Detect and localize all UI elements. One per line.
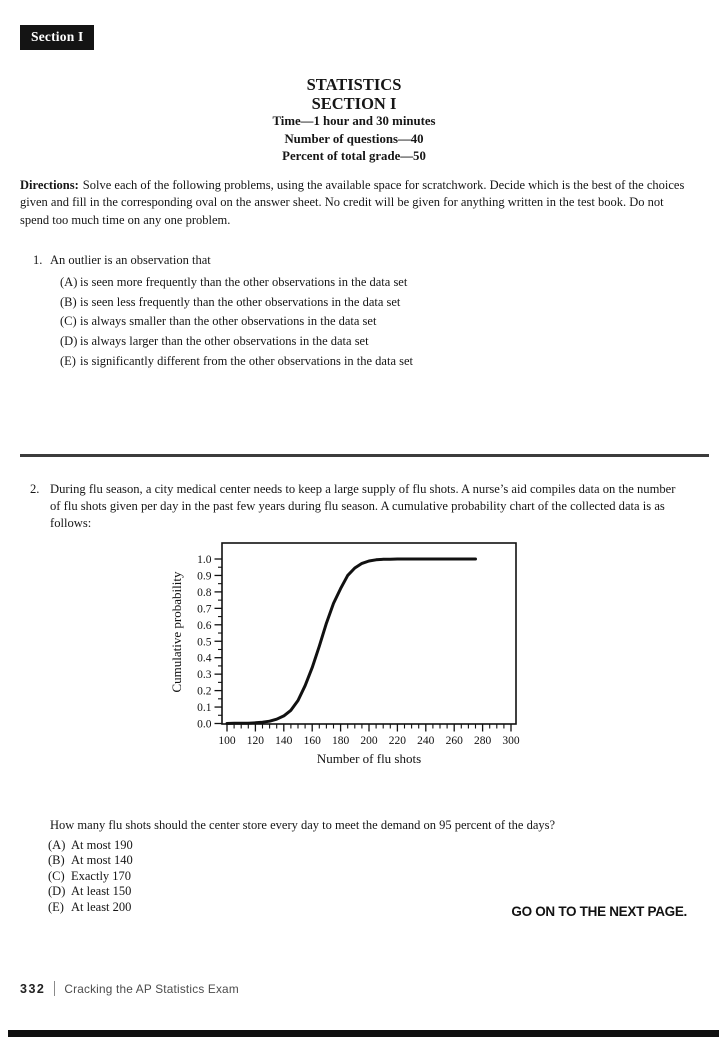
choice-label: (B) <box>60 294 77 309</box>
choice-text: is seen less frequently than the other observations in the data set <box>80 294 401 309</box>
question-2-choice-c <box>0 869 500 884</box>
question-1-choices <box>0 273 728 371</box>
svg-text:180: 180 <box>331 735 350 747</box>
question-1 <box>0 252 728 371</box>
svg-text:0.5: 0.5 <box>197 636 212 649</box>
question-1-text: An outlier is an observation that <box>50 253 211 267</box>
question-1-stem <box>0 252 728 269</box>
exam-time-line: Time—1 hour and 30 minutes <box>272 114 436 128</box>
flu-chart-svg <box>163 540 533 780</box>
svg-text:220: 220 <box>388 735 407 747</box>
choice-label: (C) <box>60 314 77 329</box>
svg-text:300: 300 <box>502 735 520 747</box>
choice-text: Exactly 170 <box>71 868 132 883</box>
svg-text:0.0: 0.0 <box>197 718 212 731</box>
exam-title: STATISTICS <box>306 75 402 94</box>
choice-label: (B) <box>48 853 65 868</box>
question-2-line-3: follows: <box>50 516 92 531</box>
choice-text: At most 140 <box>71 853 133 868</box>
svg-text:0.7: 0.7 <box>197 603 212 616</box>
exam-section-title: SECTION I <box>311 93 397 113</box>
choice-label: (D) <box>48 884 66 899</box>
question-1-choice-a <box>0 273 728 293</box>
horizontal-divider <box>20 454 709 457</box>
svg-text:0.2: 0.2 <box>197 685 212 698</box>
svg-text:100: 100 <box>218 735 236 747</box>
question-1-number: 1. <box>33 253 43 267</box>
choice-text: At least 200 <box>71 899 132 914</box>
question-2-line-2: of flu shots given per day in the past few years during flu season. A cumulative probability chart of the collected data is as <box>50 499 665 514</box>
directions-label: Directions: <box>20 178 79 192</box>
svg-text:0.1: 0.1 <box>197 702 212 715</box>
question-2-choice-e <box>0 900 500 915</box>
question-1-choice-e <box>0 352 728 372</box>
bottom-rule <box>8 1030 719 1037</box>
svg-text:240: 240 <box>417 735 435 747</box>
directions-paragraph <box>20 177 720 229</box>
chart-x-axis-label: Number of flu shots <box>316 751 422 766</box>
choice-text: is always smaller than the other observations in the data set <box>80 314 377 329</box>
choice-text: is always larger than the other observations in the data set <box>80 334 369 349</box>
choice-label: (C) <box>48 868 65 883</box>
svg-text:0.3: 0.3 <box>197 669 212 682</box>
exam-header <box>20 76 688 166</box>
plot-frame <box>222 543 516 724</box>
svg-text:0.6: 0.6 <box>197 619 212 632</box>
svg-text:160: 160 <box>303 735 321 747</box>
question-2-choices <box>0 838 500 915</box>
directions-line-1 <box>20 177 720 194</box>
exam-question-count-line: Number of questions—40 <box>284 131 424 146</box>
question-2-followup: How many flu shots should the center store every day to meet the demand on 95 percent of the days? <box>50 818 556 832</box>
svg-text:200: 200 <box>360 735 378 747</box>
footer-page-number: 332 <box>20 982 46 996</box>
question-2-number: 2. <box>30 482 40 496</box>
choice-label: (E) <box>48 899 64 914</box>
flu-chart <box>163 540 533 780</box>
x-axis-ticks <box>218 724 520 747</box>
choice-text: is significantly different from the other observations in the data set <box>80 353 414 368</box>
y-axis-ticks <box>197 554 222 731</box>
svg-text:140: 140 <box>275 735 293 747</box>
svg-text:0.8: 0.8 <box>197 586 212 599</box>
svg-text:280: 280 <box>473 735 492 747</box>
question-2-choice-d <box>0 884 500 899</box>
svg-text:1.0: 1.0 <box>197 554 212 566</box>
choice-label: (E) <box>60 353 76 368</box>
section-badge: Section I <box>20 25 94 50</box>
choice-label: (A) <box>48 838 66 852</box>
svg-text:0.9: 0.9 <box>197 570 212 583</box>
chart-y-axis-label: Cumulative probability <box>169 571 184 693</box>
question-1-choice-b <box>0 293 728 313</box>
footer-book-title: Cracking the AP Statistics Exam <box>64 982 239 996</box>
directions-line-3: spend too much time on any one problem. <box>20 212 231 227</box>
question-2-choice-a <box>0 838 500 853</box>
question-2-line-1: During flu season, a city medical center needs to keep a large supply of flu shots. A nurse’s aid compiles data on the number <box>50 482 676 496</box>
question-2 <box>0 481 728 533</box>
choice-label: (D) <box>60 334 78 349</box>
svg-text:0.4: 0.4 <box>197 652 212 665</box>
choice-text: At most 190 <box>71 838 133 852</box>
choice-label: (A) <box>60 275 78 289</box>
footer-divider <box>54 981 55 996</box>
question-2-choice-b <box>0 853 500 868</box>
choice-text: At least 150 <box>71 884 132 899</box>
exam-grade-line: Percent of total grade—50 <box>282 149 426 163</box>
go-on-notice: GO ON TO THE NEXT PAGE. <box>511 904 687 919</box>
question-1-choice-c <box>0 312 728 332</box>
directions-line-2: given and fill in the corresponding oval on the answer sheet. No credit will be given for anything written in the test book. Do not <box>20 195 664 210</box>
svg-text:120: 120 <box>246 735 265 747</box>
page-footer <box>20 980 239 998</box>
directions-text-1: Solve each of the following problems, using the available space for scratchwork. Decide which is the best of the choices <box>82 178 685 192</box>
svg-text:260: 260 <box>445 735 463 747</box>
question-1-choice-d <box>0 332 728 352</box>
choice-text: is seen more frequently than the other observations in the data set <box>80 275 408 289</box>
cumulative-probability-curve <box>227 559 476 724</box>
